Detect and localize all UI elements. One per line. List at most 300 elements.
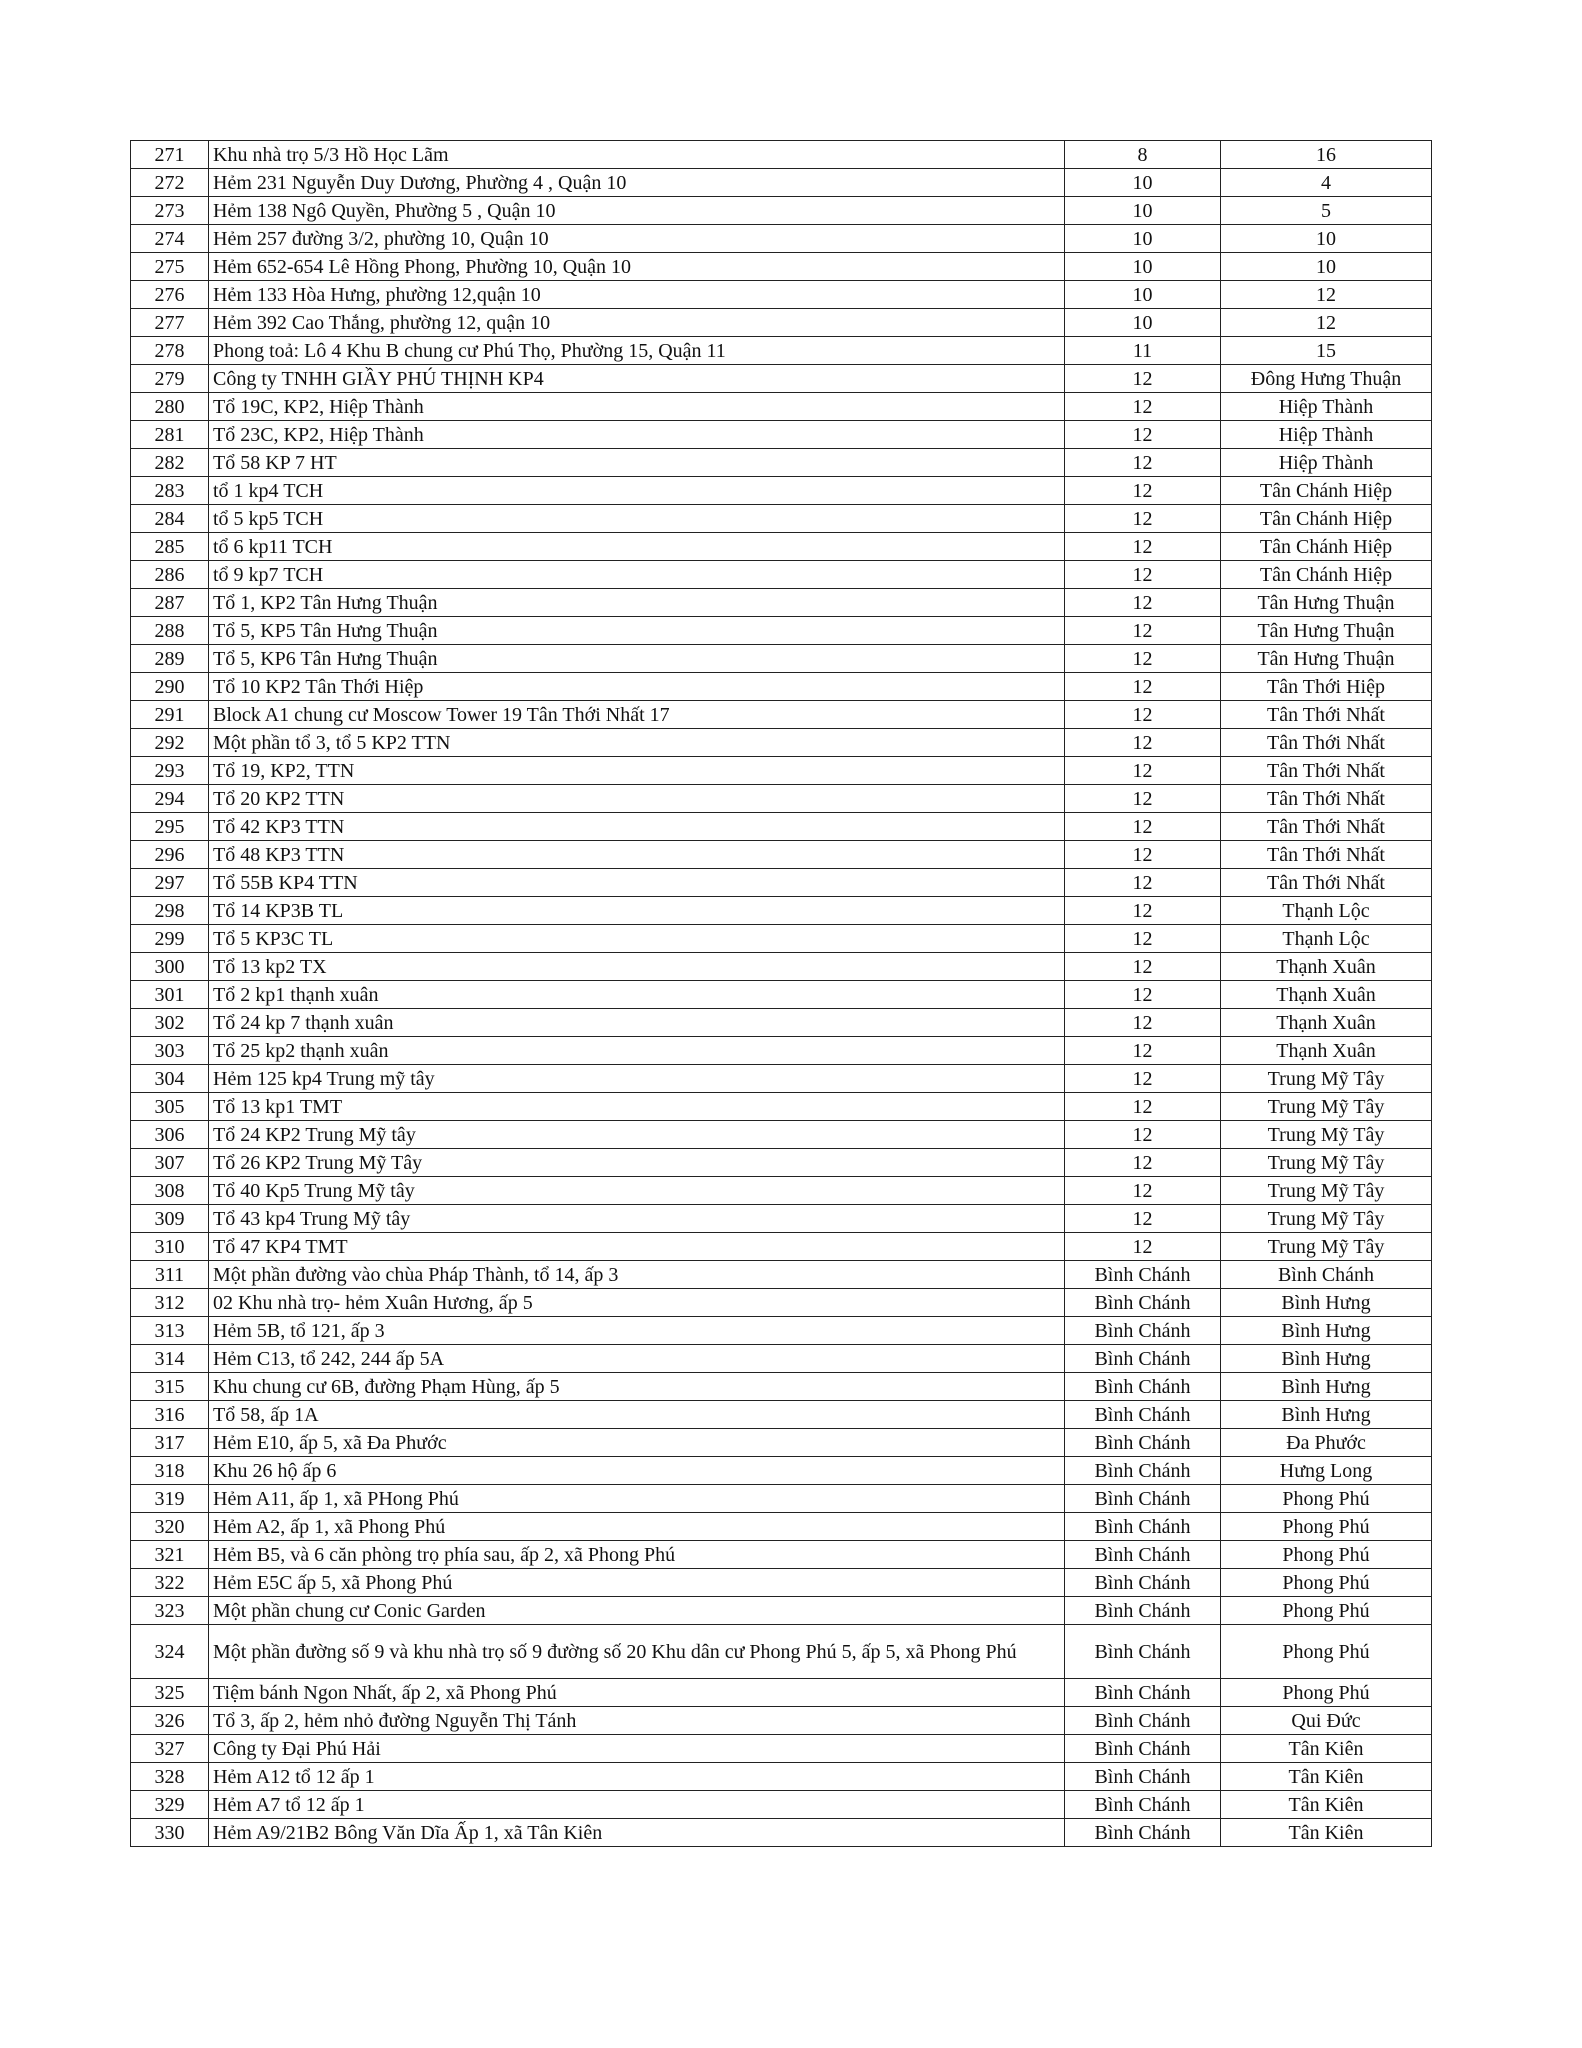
ward-cell: Tân Kiên [1221, 1791, 1432, 1819]
row-number: 314 [131, 1345, 209, 1373]
table-row [131, 1401, 1432, 1429]
row-number: 285 [131, 533, 209, 561]
district-cell: Bình Chánh [1065, 1429, 1221, 1457]
district-cell: Bình Chánh [1065, 1317, 1221, 1345]
district-cell: 8 [1065, 141, 1221, 169]
table-row [131, 561, 1432, 589]
district-cell: Bình Chánh [1065, 1373, 1221, 1401]
ward-cell: Thạnh Xuân [1221, 953, 1432, 981]
district-cell: 12 [1065, 1009, 1221, 1037]
district-cell: 12 [1065, 505, 1221, 533]
ward-cell: Phong Phú [1221, 1569, 1432, 1597]
district-cell: Bình Chánh [1065, 1625, 1221, 1679]
location-cell: Công ty TNHH GIẦY PHÚ THỊNH KP4 [209, 365, 1065, 393]
ward-cell: Trung Mỹ Tây [1221, 1093, 1432, 1121]
district-cell: Bình Chánh [1065, 1597, 1221, 1625]
ward-cell: Tân Thới Nhất [1221, 729, 1432, 757]
ward-cell: 15 [1221, 337, 1432, 365]
row-number: 305 [131, 1093, 209, 1121]
row-number: 276 [131, 281, 209, 309]
ward-cell: Thạnh Xuân [1221, 1037, 1432, 1065]
table-row [131, 1065, 1432, 1093]
district-cell: 11 [1065, 337, 1221, 365]
ward-cell: Bình Hưng [1221, 1373, 1432, 1401]
table-row [131, 1625, 1432, 1679]
location-cell: tổ 1 kp4 TCH [209, 477, 1065, 505]
table-row [131, 393, 1432, 421]
row-number: 281 [131, 421, 209, 449]
table-row [131, 1763, 1432, 1791]
ward-cell: Bình Hưng [1221, 1345, 1432, 1373]
district-cell: 12 [1065, 1177, 1221, 1205]
district-cell: Bình Chánh [1065, 1679, 1221, 1707]
location-cell: Hẻm C13, tổ 242, 244 ấp 5A [209, 1345, 1065, 1373]
district-cell: 12 [1065, 953, 1221, 981]
district-cell: 12 [1065, 1149, 1221, 1177]
table-row [131, 1485, 1432, 1513]
table-row [131, 729, 1432, 757]
ward-cell: Phong Phú [1221, 1597, 1432, 1625]
location-cell: Tổ 5 KP3C TL [209, 925, 1065, 953]
table-row [131, 1457, 1432, 1485]
district-cell: 12 [1065, 1093, 1221, 1121]
row-number: 324 [131, 1625, 209, 1679]
table-row [131, 1735, 1432, 1763]
ward-cell: Trung Mỹ Tây [1221, 1121, 1432, 1149]
ward-cell: Tân Hưng Thuận [1221, 617, 1432, 645]
district-cell: Bình Chánh [1065, 1791, 1221, 1819]
ward-cell: Tân Kiên [1221, 1763, 1432, 1791]
location-cell: Một phần đường số 9 và khu nhà trọ số 9 đường số 20 Khu dân cư Phong Phú 5, ấp 5, xã Phong Phú [209, 1625, 1065, 1679]
district-cell: 12 [1065, 617, 1221, 645]
district-cell: 12 [1065, 477, 1221, 505]
location-cell: Tổ 48 KP3 TTN [209, 841, 1065, 869]
table-row [131, 533, 1432, 561]
row-number: 273 [131, 197, 209, 225]
row-number: 282 [131, 449, 209, 477]
location-cell: Khu nhà trọ 5/3 Hồ Học Lãm [209, 141, 1065, 169]
table-row [131, 1093, 1432, 1121]
table-row [131, 1513, 1432, 1541]
location-cell: Tổ 13 kp2 TX [209, 953, 1065, 981]
ward-cell: Tân Thới Nhất [1221, 757, 1432, 785]
row-number: 280 [131, 393, 209, 421]
row-number: 312 [131, 1289, 209, 1317]
table-row [131, 1121, 1432, 1149]
ward-cell: Tân Thới Nhất [1221, 785, 1432, 813]
row-number: 302 [131, 1009, 209, 1037]
table-row [131, 617, 1432, 645]
row-number: 309 [131, 1205, 209, 1233]
location-cell: Tổ 58 KP 7 HT [209, 449, 1065, 477]
district-cell: Bình Chánh [1065, 1457, 1221, 1485]
table-row [131, 1205, 1432, 1233]
location-cell: Hẻm A11, ấp 1, xã PHong Phú [209, 1485, 1065, 1513]
row-number: 306 [131, 1121, 209, 1149]
row-number: 322 [131, 1569, 209, 1597]
table-row [131, 841, 1432, 869]
district-cell: 12 [1065, 393, 1221, 421]
location-cell: Tổ 24 KP2 Trung Mỹ tây [209, 1121, 1065, 1149]
district-cell: 10 [1065, 309, 1221, 337]
location-cell: Tổ 47 KP4 TMT [209, 1233, 1065, 1261]
ward-cell: Tân Chánh Hiệp [1221, 561, 1432, 589]
row-number: 284 [131, 505, 209, 533]
row-number: 313 [131, 1317, 209, 1345]
location-cell: Một phần chung cư Conic Garden [209, 1597, 1065, 1625]
row-number: 326 [131, 1707, 209, 1735]
row-number: 316 [131, 1401, 209, 1429]
ward-cell: Trung Mỹ Tây [1221, 1177, 1432, 1205]
row-number: 304 [131, 1065, 209, 1093]
row-number: 300 [131, 953, 209, 981]
location-cell: Một phần tổ 3, tổ 5 KP2 TTN [209, 729, 1065, 757]
table-row [131, 1597, 1432, 1625]
location-cell: Hẻm 257 đường 3/2, phường 10, Quận 10 [209, 225, 1065, 253]
location-cell: Tổ 19, KP2, TTN [209, 757, 1065, 785]
location-cell: Hẻm 5B, tổ 121, ấp 3 [209, 1317, 1065, 1345]
location-cell: Tiệm bánh Ngon Nhất, ấp 2, xã Phong Phú [209, 1679, 1065, 1707]
row-number: 272 [131, 169, 209, 197]
table-row [131, 701, 1432, 729]
location-cell: Tổ 55B KP4 TTN [209, 869, 1065, 897]
district-cell: 12 [1065, 533, 1221, 561]
row-number: 320 [131, 1513, 209, 1541]
table-row [131, 953, 1432, 981]
ward-cell: Tân Hưng Thuận [1221, 645, 1432, 673]
table-row [131, 1037, 1432, 1065]
district-cell: 12 [1065, 1037, 1221, 1065]
district-cell: 12 [1065, 589, 1221, 617]
table-row [131, 1541, 1432, 1569]
ward-cell: Thạnh Lộc [1221, 897, 1432, 925]
table-row [131, 421, 1432, 449]
location-cell: Hẻm 652-654 Lê Hồng Phong, Phường 10, Quận 10 [209, 253, 1065, 281]
ward-cell: 10 [1221, 225, 1432, 253]
location-cell: Tổ 14 KP3B TL [209, 897, 1065, 925]
table-row [131, 253, 1432, 281]
district-cell: 12 [1065, 785, 1221, 813]
ward-cell: Tân Thới Nhất [1221, 841, 1432, 869]
table-row [131, 1679, 1432, 1707]
location-cell: Hẻm 133 Hòa Hưng, phường 12,quận 10 [209, 281, 1065, 309]
table-row [131, 925, 1432, 953]
ward-cell: Tân Thới Nhất [1221, 813, 1432, 841]
district-cell: Bình Chánh [1065, 1401, 1221, 1429]
ward-cell: 4 [1221, 169, 1432, 197]
table-row [131, 1819, 1432, 1847]
row-number: 295 [131, 813, 209, 841]
row-number: 301 [131, 981, 209, 1009]
location-cell: Tổ 2 kp1 thạnh xuân [209, 981, 1065, 1009]
ward-cell: Bình Hưng [1221, 1401, 1432, 1429]
district-cell: 10 [1065, 169, 1221, 197]
row-number: 286 [131, 561, 209, 589]
ward-cell: Tân Chánh Hiệp [1221, 477, 1432, 505]
row-number: 321 [131, 1541, 209, 1569]
table-row [131, 1009, 1432, 1037]
table-row [131, 505, 1432, 533]
location-cell: tổ 9 kp7 TCH [209, 561, 1065, 589]
row-number: 294 [131, 785, 209, 813]
table-row [131, 309, 1432, 337]
row-number: 315 [131, 1373, 209, 1401]
ward-cell: Phong Phú [1221, 1513, 1432, 1541]
table-row [131, 1289, 1432, 1317]
ward-cell: Bình Hưng [1221, 1317, 1432, 1345]
district-cell: 12 [1065, 1233, 1221, 1261]
table-row [131, 869, 1432, 897]
ward-cell: Tân Thới Nhất [1221, 701, 1432, 729]
location-cell: Hẻm E10, ấp 5, xã Đa Phước [209, 1429, 1065, 1457]
table-row [131, 1707, 1432, 1735]
district-cell: Bình Chánh [1065, 1763, 1221, 1791]
row-number: 291 [131, 701, 209, 729]
ward-cell: Đa Phước [1221, 1429, 1432, 1457]
row-number: 323 [131, 1597, 209, 1625]
ward-cell: Tân Kiên [1221, 1735, 1432, 1763]
table-row [131, 785, 1432, 813]
row-number: 298 [131, 897, 209, 925]
district-cell: Bình Chánh [1065, 1261, 1221, 1289]
district-cell: Bình Chánh [1065, 1569, 1221, 1597]
row-number: 319 [131, 1485, 209, 1513]
row-number: 292 [131, 729, 209, 757]
row-number: 296 [131, 841, 209, 869]
location-cell: Phong toả: Lô 4 Khu B chung cư Phú Thọ, Phường 15, Quận 11 [209, 337, 1065, 365]
table-body [131, 141, 1432, 1847]
district-cell: 12 [1065, 1065, 1221, 1093]
location-table [130, 140, 1432, 1847]
table-row [131, 589, 1432, 617]
row-number: 287 [131, 589, 209, 617]
location-cell: Tổ 26 KP2 Trung Mỹ Tây [209, 1149, 1065, 1177]
row-number: 317 [131, 1429, 209, 1457]
row-number: 311 [131, 1261, 209, 1289]
district-cell: 12 [1065, 897, 1221, 925]
table-row [131, 897, 1432, 925]
district-cell: 12 [1065, 729, 1221, 757]
location-cell: Hẻm 392 Cao Thắng, phường 12, quận 10 [209, 309, 1065, 337]
ward-cell: Phong Phú [1221, 1541, 1432, 1569]
location-cell: Công ty Đại Phú Hải [209, 1735, 1065, 1763]
table-row [131, 197, 1432, 225]
row-number: 327 [131, 1735, 209, 1763]
row-number: 279 [131, 365, 209, 393]
location-cell: Tổ 5, KP5 Tân Hưng Thuận [209, 617, 1065, 645]
ward-cell: 12 [1221, 309, 1432, 337]
district-cell: Bình Chánh [1065, 1541, 1221, 1569]
row-number: 328 [131, 1763, 209, 1791]
table-row [131, 281, 1432, 309]
ward-cell: Đông Hưng Thuận [1221, 365, 1432, 393]
row-number: 271 [131, 141, 209, 169]
row-number: 329 [131, 1791, 209, 1819]
ward-cell: Trung Mỹ Tây [1221, 1065, 1432, 1093]
location-cell: Hẻm B5, và 6 căn phòng trọ phía sau, ấp 2, xã Phong Phú [209, 1541, 1065, 1569]
location-cell: Tổ 1, KP2 Tân Hưng Thuận [209, 589, 1065, 617]
district-cell: Bình Chánh [1065, 1513, 1221, 1541]
district-cell: 12 [1065, 869, 1221, 897]
table-row [131, 1373, 1432, 1401]
location-cell: Khu 26 hộ ấp 6 [209, 1457, 1065, 1485]
district-cell: Bình Chánh [1065, 1735, 1221, 1763]
ward-cell: 10 [1221, 253, 1432, 281]
row-number: 299 [131, 925, 209, 953]
ward-cell: Tân Thới Hiệp [1221, 673, 1432, 701]
district-cell: 12 [1065, 645, 1221, 673]
table-row [131, 645, 1432, 673]
location-cell: Hẻm A7 tổ 12 ấp 1 [209, 1791, 1065, 1819]
table-row [131, 1569, 1432, 1597]
district-cell: Bình Chánh [1065, 1345, 1221, 1373]
ward-cell: Phong Phú [1221, 1625, 1432, 1679]
table-row [131, 1317, 1432, 1345]
row-number: 289 [131, 645, 209, 673]
row-number: 318 [131, 1457, 209, 1485]
district-cell: 12 [1065, 449, 1221, 477]
location-cell: Khu chung cư 6B, đường Phạm Hùng, ấp 5 [209, 1373, 1065, 1401]
table-row [131, 141, 1432, 169]
location-cell: Tổ 43 kp4 Trung Mỹ tây [209, 1205, 1065, 1233]
row-number: 278 [131, 337, 209, 365]
ward-cell: Bình Hưng [1221, 1289, 1432, 1317]
district-cell: 12 [1065, 981, 1221, 1009]
ward-cell: Tân Thới Nhất [1221, 869, 1432, 897]
district-cell: 10 [1065, 253, 1221, 281]
district-cell: 12 [1065, 1121, 1221, 1149]
location-cell: Tổ 5, KP6 Tân Hưng Thuận [209, 645, 1065, 673]
ward-cell: Phong Phú [1221, 1679, 1432, 1707]
ward-cell: Bình Chánh [1221, 1261, 1432, 1289]
row-number: 275 [131, 253, 209, 281]
ward-cell: Thạnh Xuân [1221, 1009, 1432, 1037]
table-row [131, 1345, 1432, 1373]
table-row [131, 813, 1432, 841]
table-row [131, 225, 1432, 253]
district-cell: 12 [1065, 925, 1221, 953]
location-cell: Block A1 chung cư Moscow Tower 19 Tân Thới Nhất 17 [209, 701, 1065, 729]
district-cell: Bình Chánh [1065, 1289, 1221, 1317]
location-cell: 02 Khu nhà trọ- hẻm Xuân Hương, ấp 5 [209, 1289, 1065, 1317]
district-cell: 10 [1065, 197, 1221, 225]
location-cell: Tổ 10 KP2 Tân Thới Hiệp [209, 673, 1065, 701]
ward-cell: Qui Đức [1221, 1707, 1432, 1735]
district-cell: 12 [1065, 841, 1221, 869]
table-row [131, 1177, 1432, 1205]
ward-cell: Hiệp Thành [1221, 421, 1432, 449]
location-cell: Hẻm 138 Ngô Quyền, Phường 5 , Quận 10 [209, 197, 1065, 225]
row-number: 330 [131, 1819, 209, 1847]
location-cell: Tổ 20 KP2 TTN [209, 785, 1065, 813]
ward-cell: Trung Mỹ Tây [1221, 1205, 1432, 1233]
ward-cell: Tân Chánh Hiệp [1221, 533, 1432, 561]
district-cell: 12 [1065, 365, 1221, 393]
location-cell: Tổ 24 kp 7 thạnh xuân [209, 1009, 1065, 1037]
district-cell: Bình Chánh [1065, 1485, 1221, 1513]
table-row [131, 1149, 1432, 1177]
district-cell: 12 [1065, 757, 1221, 785]
row-number: 293 [131, 757, 209, 785]
ward-cell: Phong Phú [1221, 1485, 1432, 1513]
district-cell: 12 [1065, 421, 1221, 449]
location-cell: Hẻm 125 kp4 Trung mỹ tây [209, 1065, 1065, 1093]
location-cell: Tổ 19C, KP2, Hiệp Thành [209, 393, 1065, 421]
table-row [131, 337, 1432, 365]
table-row [131, 365, 1432, 393]
row-number: 288 [131, 617, 209, 645]
ward-cell: Thạnh Lộc [1221, 925, 1432, 953]
location-cell: tổ 5 kp5 TCH [209, 505, 1065, 533]
row-number: 310 [131, 1233, 209, 1261]
ward-cell: Trung Mỹ Tây [1221, 1233, 1432, 1261]
location-cell: Tổ 23C, KP2, Hiệp Thành [209, 421, 1065, 449]
ward-cell: 5 [1221, 197, 1432, 225]
table-row [131, 757, 1432, 785]
ward-cell: Hưng Long [1221, 1457, 1432, 1485]
location-cell: Tổ 25 kp2 thạnh xuân [209, 1037, 1065, 1065]
row-number: 308 [131, 1177, 209, 1205]
table-row [131, 981, 1432, 1009]
row-number: 274 [131, 225, 209, 253]
location-cell: Tổ 40 Kp5 Trung Mỹ tây [209, 1177, 1065, 1205]
table-row [131, 1233, 1432, 1261]
location-cell: Hẻm A9/21B2 Bông Văn Dĩa Ấp 1, xã Tân Kiên [209, 1819, 1065, 1847]
ward-cell: Hiệp Thành [1221, 449, 1432, 477]
table-row [131, 1261, 1432, 1289]
location-cell: Tổ 58, ấp 1A [209, 1401, 1065, 1429]
district-cell: 10 [1065, 225, 1221, 253]
location-cell: Hẻm E5C ấp 5, xã Phong Phú [209, 1569, 1065, 1597]
ward-cell: 16 [1221, 141, 1432, 169]
district-cell: 12 [1065, 561, 1221, 589]
table-row [131, 449, 1432, 477]
ward-cell: 12 [1221, 281, 1432, 309]
table-row [131, 1429, 1432, 1457]
ward-cell: Tân Chánh Hiệp [1221, 505, 1432, 533]
row-number: 325 [131, 1679, 209, 1707]
table-row [131, 477, 1432, 505]
row-number: 283 [131, 477, 209, 505]
ward-cell: Tân Kiên [1221, 1819, 1432, 1847]
row-number: 277 [131, 309, 209, 337]
location-cell: Tổ 13 kp1 TMT [209, 1093, 1065, 1121]
ward-cell: Hiệp Thành [1221, 393, 1432, 421]
location-cell: Hẻm 231 Nguyễn Duy Dương, Phường 4 , Quận 10 [209, 169, 1065, 197]
district-cell: 12 [1065, 701, 1221, 729]
location-cell: Tổ 42 KP3 TTN [209, 813, 1065, 841]
location-cell: Một phần đường vào chùa Pháp Thành, tổ 14, ấp 3 [209, 1261, 1065, 1289]
row-number: 297 [131, 869, 209, 897]
table-row [131, 673, 1432, 701]
row-number: 303 [131, 1037, 209, 1065]
ward-cell: Tân Hưng Thuận [1221, 589, 1432, 617]
ward-cell: Trung Mỹ Tây [1221, 1149, 1432, 1177]
location-cell: Tổ 3, ấp 2, hẻm nhỏ đường Nguyễn Thị Tánh [209, 1707, 1065, 1735]
district-cell: 10 [1065, 281, 1221, 309]
table-row [131, 1791, 1432, 1819]
district-cell: Bình Chánh [1065, 1707, 1221, 1735]
location-cell: Hẻm A12 tổ 12 ấp 1 [209, 1763, 1065, 1791]
district-cell: 12 [1065, 673, 1221, 701]
ward-cell: Thạnh Xuân [1221, 981, 1432, 1009]
district-cell: 12 [1065, 1205, 1221, 1233]
row-number: 307 [131, 1149, 209, 1177]
location-cell: Hẻm A2, ấp 1, xã Phong Phú [209, 1513, 1065, 1541]
row-number: 290 [131, 673, 209, 701]
district-cell: Bình Chánh [1065, 1819, 1221, 1847]
table-row [131, 169, 1432, 197]
